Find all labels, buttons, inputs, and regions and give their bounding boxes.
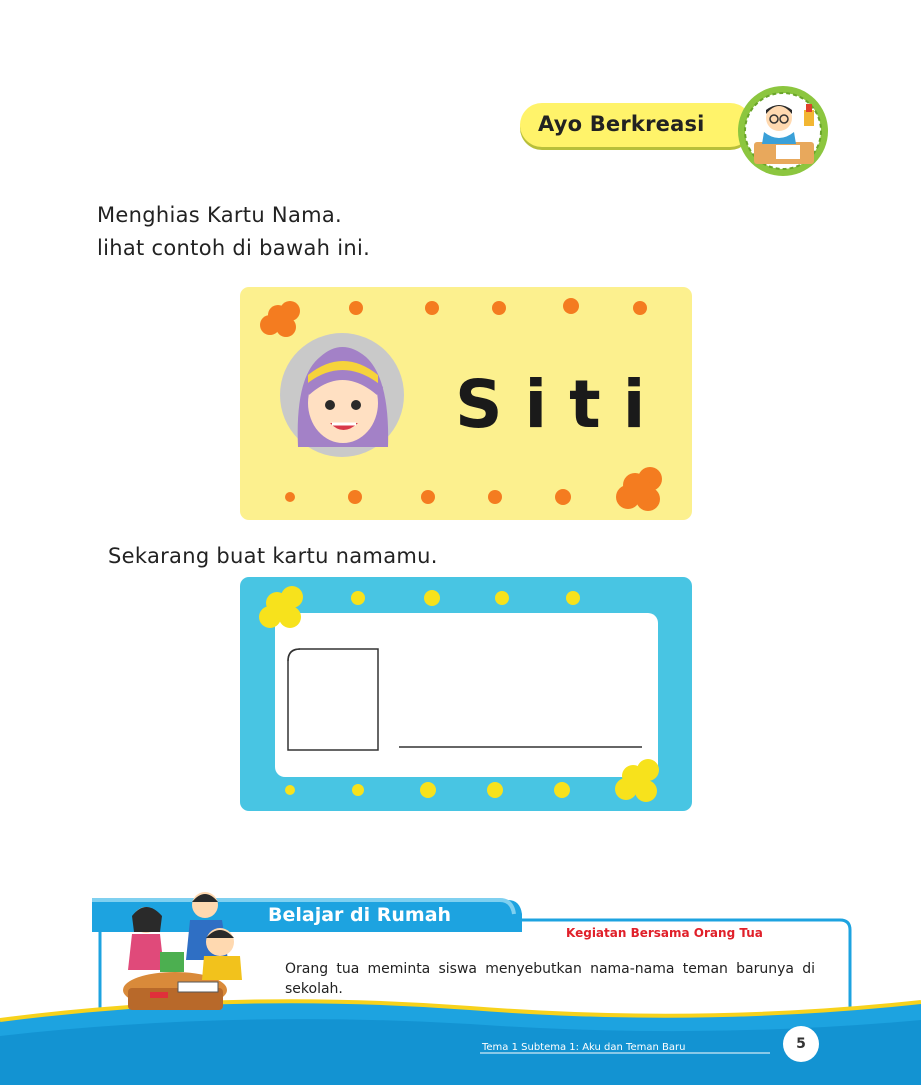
- bottom-dots: [285, 782, 570, 798]
- bottom-dots: [285, 489, 571, 505]
- blank-card-decoration: [240, 577, 692, 811]
- footer-theme-text: Tema 1 Subtema 1: Aku dan Teman Baru: [482, 1042, 686, 1053]
- instruction-line-1: Menghias Kartu Nama.: [97, 203, 343, 227]
- example-card-name: Siti: [455, 366, 668, 443]
- top-dots: [351, 590, 580, 606]
- ayo-berkreasi-badge: [520, 103, 752, 147]
- yellow-flower-icon: [615, 759, 659, 802]
- orange-flower-icon: [616, 467, 662, 511]
- badge-label: Ayo Berkreasi: [538, 112, 705, 136]
- instruction-line-2: lihat contoh di bawah ini.: [97, 236, 371, 260]
- student-drawing-icon: [734, 82, 832, 180]
- instruction-line-3: Sekarang buat kartu namamu.: [108, 544, 438, 568]
- page-number: 5: [783, 1026, 819, 1062]
- top-dots: [349, 298, 647, 315]
- home-section-title: Belajar di Rumah: [268, 904, 452, 926]
- home-section-body: Orang tua meminta siswa menyebutkan nama-nama teman barunya di sekolah.: [285, 961, 815, 997]
- orange-flower-icon: [260, 301, 300, 337]
- photo-frame-outline: [288, 649, 378, 750]
- yellow-flower-icon: [259, 586, 303, 628]
- home-section-subtitle: Kegiatan Bersama Orang Tua: [566, 926, 763, 940]
